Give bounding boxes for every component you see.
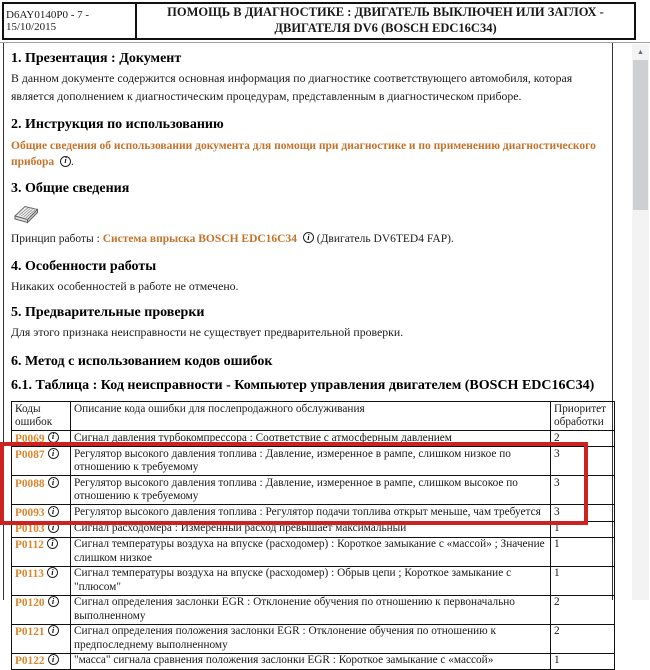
principle-label: Принцип работы : <box>11 232 103 245</box>
document-reference: D6AY0140P0 - 7 - 15/10/2015 <box>4 4 137 38</box>
fault-priority: 1 <box>551 537 615 566</box>
fault-priority: 3 <box>551 505 615 521</box>
section-2-suffix: . <box>71 156 74 169</box>
book-icon-wrap <box>11 202 608 226</box>
info-icon[interactable]: i <box>48 625 59 636</box>
info-icon[interactable]: i <box>47 538 58 549</box>
info-icon[interactable]: i <box>60 156 71 167</box>
column-header-description: Описание кода ошибки для послепродажного обслуживания <box>71 402 551 431</box>
fault-description: Сигнал давления турбокомпрессора : Соответствие с атмосферным давлением <box>71 431 551 447</box>
fault-code-link[interactable]: P0121 <box>15 626 45 639</box>
table-row <box>12 537 615 566</box>
fault-priority: 3 <box>551 476 615 505</box>
fault-code-cell <box>12 505 71 521</box>
table-row <box>12 566 615 595</box>
section-4-heading: 4. Особенности работы <box>11 258 157 274</box>
table-row <box>12 447 615 476</box>
info-icon[interactable]: i <box>48 596 59 607</box>
fault-code-cell <box>12 595 71 624</box>
fault-priority: 3 <box>551 447 615 476</box>
fault-priority: 1 <box>551 521 615 537</box>
table-row <box>12 595 615 624</box>
table-row <box>12 505 615 521</box>
fault-description: Сигнал определения заслонки EGR : Отклонение обучения по отношению к первоначально выполненному <box>71 595 551 624</box>
fault-code-cell <box>12 653 71 669</box>
section-5-body: Для этого признака неисправности не существует предварительной проверки. <box>11 325 404 340</box>
fault-priority: 2 <box>551 431 615 447</box>
document-header <box>2 2 636 40</box>
usage-info-link[interactable]: Общие сведения об использовании документа для помощи при диагностике и по применению диагностического прибора <box>11 140 596 169</box>
table-row <box>12 624 615 653</box>
section-4-body: Никаких особенностей в работе не отмечено. <box>11 278 239 293</box>
table-row <box>12 476 615 505</box>
fault-code-link[interactable]: P0120 <box>15 597 45 610</box>
fault-priority: 1 <box>551 566 615 595</box>
info-icon[interactable]: i <box>48 432 59 443</box>
section-6-1-heading: 6.1. Таблица : Код неисправности - Компьютер управления двигателем (BOSCH EDC16C34) <box>11 378 595 394</box>
fault-code-cell <box>12 431 71 447</box>
section-1-body: В данном документе содержится основная информация по диагностике соответствующего автомобиля, которая является дополнением к диагностическим процедурам, представленным в диагностическом приборе. <box>11 71 573 103</box>
scrollbar-thumb[interactable] <box>633 60 648 210</box>
fault-code-table <box>11 401 615 670</box>
fault-description: Регулятор высокого давления топлива : Регулятор подачи топлива открыт меньше, чам требуется <box>71 505 551 521</box>
column-header-codes: Коды ошибок <box>12 402 71 431</box>
column-header-priority: Приоритет обработки <box>551 402 615 431</box>
fault-code-link[interactable]: P0087 <box>15 448 45 461</box>
fault-priority: 2 <box>551 624 615 653</box>
info-icon[interactable]: i <box>48 477 59 488</box>
document-title: ПОМОЩЬ В ДИАГНОСТИКЕ : ДВИГАТЕЛЬ ВЫКЛЮЧЕН ИЛИ ЗАГЛОХ - ДВИГАТЕЛЯ DV6 (BOSCH EDC16C34) <box>167 5 604 35</box>
fault-code-cell <box>12 566 71 595</box>
fault-code-link[interactable]: P0088 <box>15 477 45 490</box>
info-icon[interactable]: i <box>48 506 59 517</box>
info-icon[interactable]: i <box>47 567 58 578</box>
fault-code-cell <box>12 476 71 505</box>
fault-priority: 1 <box>551 653 615 669</box>
section-3-heading: 3. Общие сведения <box>11 180 130 196</box>
fault-table-body <box>12 431 615 670</box>
section-6-heading: 6. Метод с использованием кодов ошибок <box>11 354 273 370</box>
fault-code-link[interactable]: P0069 <box>15 432 45 445</box>
fault-code-cell <box>12 537 71 566</box>
document-body <box>3 43 613 668</box>
fault-description: Сигнал расходомера : Измеренный расход превышает максимальный <box>71 521 551 537</box>
fault-code-link[interactable]: P0103 <box>15 522 45 535</box>
fault-description: Регулятор высокого давления топлива : Давление, измеренное в рампе, слишком высокое по отношению к требуемому <box>71 476 551 505</box>
info-icon[interactable]: i <box>48 448 59 459</box>
table-row <box>12 653 615 669</box>
info-icon[interactable]: i <box>48 654 59 665</box>
fault-code-link[interactable]: P0122 <box>15 655 45 668</box>
fault-description: Сигнал определения положения заслонки EGR : Отклонение обучения по отношению к предпоследнему выполненному <box>71 624 551 653</box>
section-5-heading: 5. Предварительные проверки <box>11 305 205 321</box>
section-2-line <box>11 138 608 170</box>
book-icon[interactable] <box>11 202 41 226</box>
fault-code-cell <box>12 521 71 537</box>
fault-code-link[interactable]: P0093 <box>15 506 45 519</box>
fault-description: "масса" сигнала сравнения положения заслонки EGR : Короткое замыкание с «массой» <box>71 653 551 669</box>
fault-code-cell <box>12 447 71 476</box>
table-row <box>12 521 615 537</box>
section-1-heading: 1. Презентация : Документ <box>11 51 182 66</box>
info-icon[interactable]: i <box>48 522 59 533</box>
scrollbar-up-arrow-icon[interactable]: ▲ <box>637 47 644 56</box>
fault-code-cell <box>12 624 71 653</box>
fault-description: Сигнал температуры воздуха на впуске (расходомер) : Короткое замыкание с «массой» ; Значение слишком низкое <box>71 537 551 566</box>
principle-suffix: (Двигатель DV6TED4 FAP). <box>313 232 454 245</box>
section-2-heading: 2. Инструкция по использованию <box>11 117 224 133</box>
fault-code-link[interactable]: P0113 <box>15 568 44 581</box>
fault-code-link[interactable]: P0112 <box>15 539 44 552</box>
info-icon[interactable]: i <box>303 232 314 243</box>
fault-priority: 2 <box>551 595 615 624</box>
fault-description: Сигнал температуры воздуха на впуске (расходомер) : Обрыв цепи ; Короткое замыкание с "плюсом" <box>71 566 551 595</box>
principle-line <box>11 231 608 247</box>
fault-description: Регулятор высокого давления топлива : Давление, измеренное в рампе, слишком низкое по отношению к требуемому <box>71 447 551 476</box>
table-row <box>12 431 615 447</box>
injection-system-link[interactable]: Система впрыска BOSCH EDC16C34 <box>102 232 297 245</box>
table-header-row <box>12 402 615 431</box>
vertical-scrollbar[interactable] <box>632 44 649 600</box>
